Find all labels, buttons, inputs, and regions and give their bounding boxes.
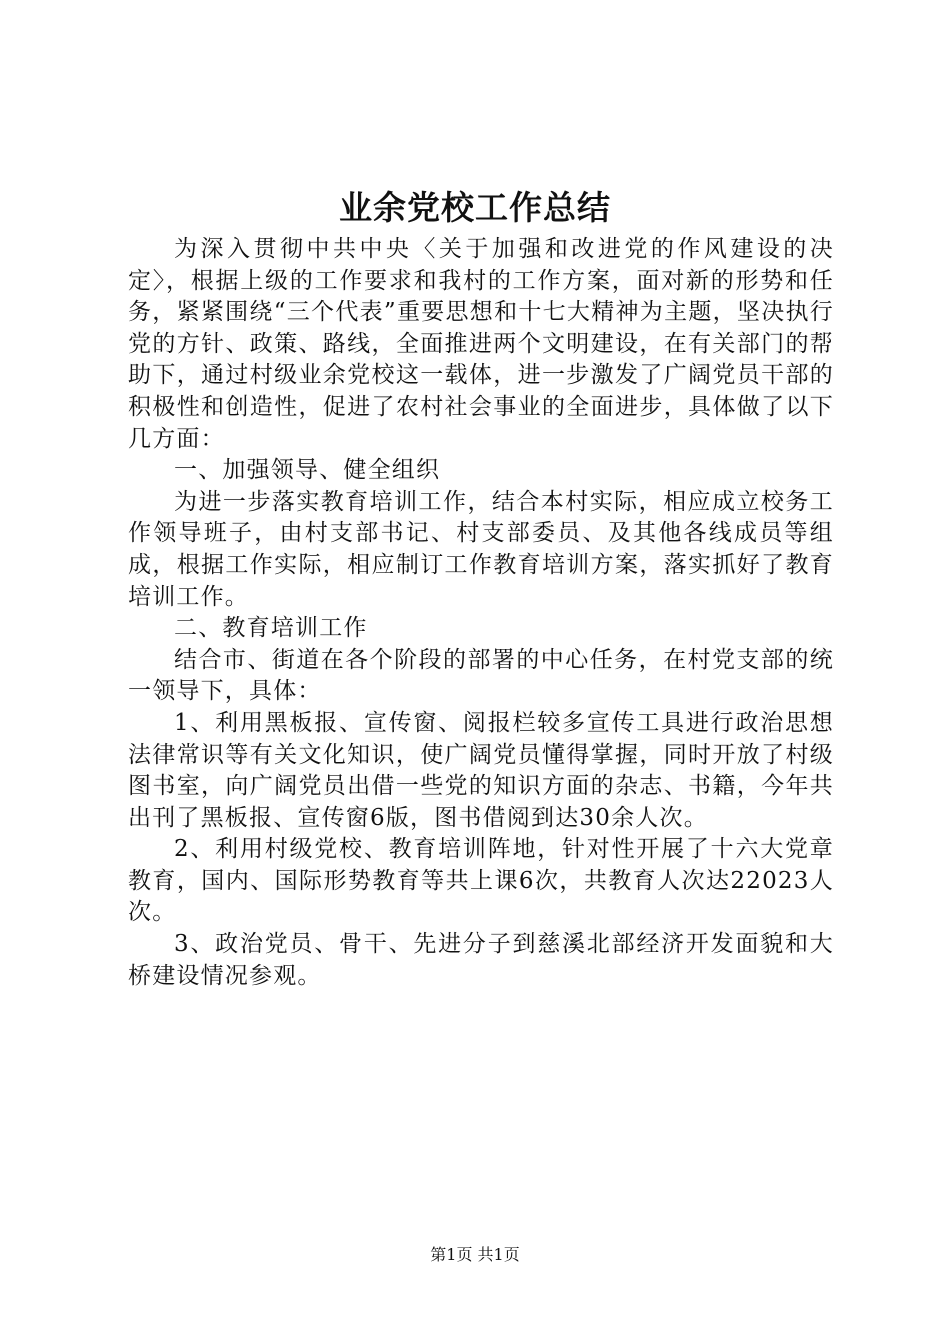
item-3-paragraph: 3、政治党员、骨干、先进分子到慈溪北部经济开发面貌和大桥建设情况参观。	[128, 931, 834, 989]
section-2-intro-paragraph: 结合市、街道在各个阶段的部署的中心任务，在村党支部的统一领导下，具体：	[128, 646, 834, 705]
intro-paragraph: 为深入贯彻中共中央〈关于加强和改进党的作风建设的决定〉，根据上级的工作要求和我村的工作方案，面对新的形势和任务，紧紧围绕“三个代表”重要思想和十七大精神为主题，坚决执行党的方针、政策、路线，全面推进两个文明建设，在有关部门的帮助下，通过村级业余党校这一载体，进一步激发了广阔党员干部的积极性和创造性，促进了农村社会事业的全面进步，具体做了以下几方面：	[128, 236, 834, 452]
document-title: 业余党校工作总结	[339, 188, 611, 227]
item-2-paragraph: 2、利用村级党校、教育培训阵地，针对性开展了十六大党章教育，国内、国际形势教育等共上课6次，共教育人次达22023人次。	[128, 836, 834, 926]
section-1-paragraph: 为进一步落实教育培训工作，结合本村实际，相应成立校务工作领导班子，由村支部书记、村支部委员、及其他各线成员等组成，根据工作实际，相应制订工作教育培训方案，落实抓好了教育培训工作。	[128, 488, 834, 610]
item-1-paragraph: 1、利用黑板报、宣传窗、阅报栏较多宣传工具进行政治思想法律常识等有关文化知识，使广阔党员懂得掌握，同时开放了村级图书室，向广阔党员出借一些党的知识方面的杂志、书籍，今年共出刊了黑板报、宣传窗6版，图书借阅到达30余人次。	[128, 709, 834, 831]
document-body	[128, 234, 834, 992]
section-heading-1: 一、加强领导、健全组织	[174, 457, 441, 484]
section-heading-2: 二、教育培训工作	[174, 615, 368, 642]
page-footer: 第1页 共1页	[430, 1245, 520, 1264]
